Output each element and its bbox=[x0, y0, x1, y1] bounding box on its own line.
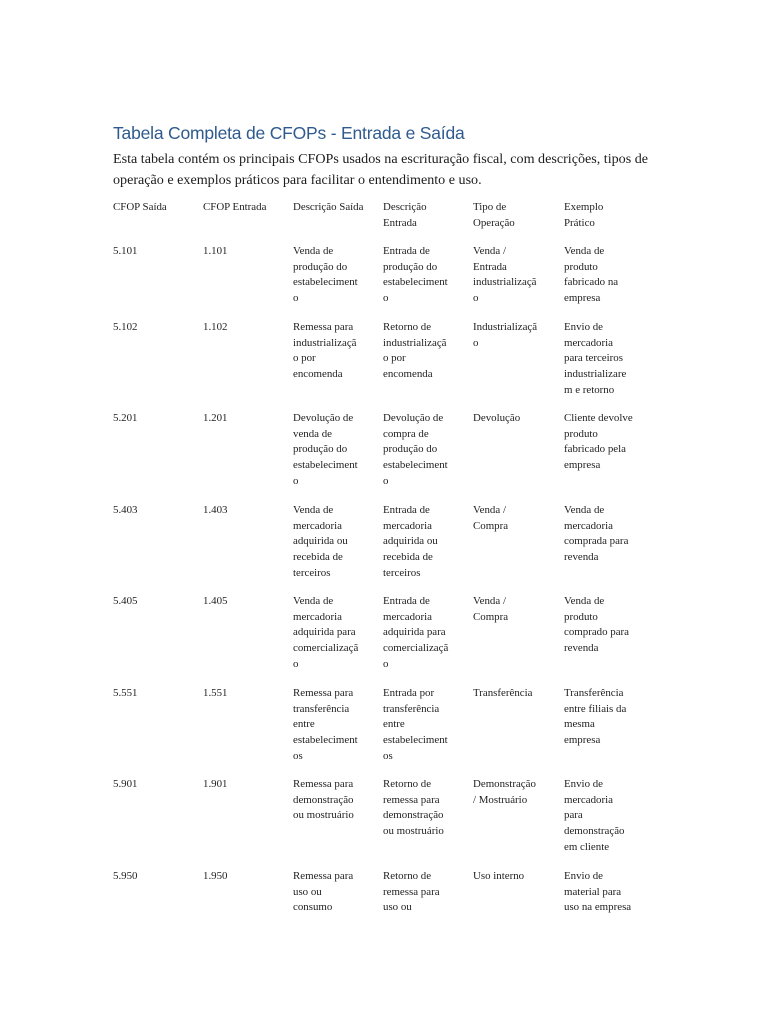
cell-exemplo-pratico: Cliente devolve produto fabricado pela empresa bbox=[564, 412, 633, 472]
document-intro: Esta tabela contém os principais CFOPs usados na escrituração fiscal, com descrições, tipos de operação e exemplos práticos para facilitar o entendimento e uso. bbox=[113, 151, 649, 188]
cell-exemplo-pratico: Venda de produto comprado para revenda bbox=[564, 595, 630, 655]
header-cfop-entrada: CFOP Entrada bbox=[203, 201, 267, 213]
cell-descricao-saida: Remessa para demonstração ou mostruário bbox=[293, 778, 354, 822]
cell-cfop-entrada: 1.102 bbox=[203, 321, 228, 333]
header-exemplo-pratico: Exemplo Prático bbox=[564, 201, 604, 229]
cell-cfop-saida: 5.102 bbox=[113, 321, 138, 333]
cell-cfop-saida: 5.950 bbox=[113, 870, 138, 882]
cell-descricao-entrada: Retorno de remessa para demonstração ou mostruário bbox=[383, 778, 444, 838]
cell-tipo-operacao: Devolução bbox=[473, 412, 521, 424]
cell-cfop-saida: 5.901 bbox=[113, 778, 138, 790]
cell-cfop-entrada: 1.551 bbox=[203, 687, 228, 699]
cell-tipo-operacao: Industrializaçã o bbox=[473, 321, 538, 349]
cell-cfop-saida: 5.403 bbox=[113, 504, 138, 516]
cell-descricao-entrada: Devolução de compra de produção do estabeleciment o bbox=[383, 412, 448, 487]
cell-descricao-entrada: Retorno de remessa para uso ou bbox=[383, 870, 440, 914]
cell-descricao-entrada: Entrada por transferência entre estabeleciment os bbox=[383, 687, 448, 762]
header-cfop-saida: CFOP Saída bbox=[113, 201, 167, 213]
cell-descricao-saida: Remessa para uso ou consumo bbox=[293, 870, 354, 914]
cell-cfop-entrada: 1.901 bbox=[203, 778, 228, 790]
cell-tipo-operacao: Uso interno bbox=[473, 870, 525, 882]
cell-exemplo-pratico: Envio de mercadoria para demonstração em cliente bbox=[564, 778, 625, 853]
cell-tipo-operacao: Venda / Compra bbox=[473, 504, 509, 532]
header-tipo-operacao: Tipo de Operação bbox=[473, 201, 515, 229]
cell-tipo-operacao: Venda / Compra bbox=[473, 595, 509, 623]
cell-exemplo-pratico: Envio de mercadoria para terceiros industrializare m e retorno bbox=[564, 321, 627, 396]
cell-cfop-entrada: 1.405 bbox=[203, 595, 228, 607]
cell-exemplo-pratico: Transferência entre filiais da mesma empresa bbox=[564, 687, 627, 747]
cell-cfop-saida: 5.405 bbox=[113, 595, 138, 607]
cell-cfop-saida: 5.551 bbox=[113, 687, 138, 699]
cell-descricao-entrada: Entrada de mercadoria adquirida ou recebida de terceiros bbox=[383, 504, 438, 579]
cell-descricao-saida: Venda de produção do estabeleciment o bbox=[293, 245, 358, 305]
cell-tipo-operacao: Transferência bbox=[473, 687, 533, 699]
cell-exemplo-pratico: Venda de mercadoria comprada para revenda bbox=[564, 504, 629, 564]
document-title: Tabela Completa de CFOPs - Entrada e Saída bbox=[113, 123, 465, 143]
cell-tipo-operacao: Demonstração / Mostruário bbox=[473, 778, 536, 806]
cell-descricao-entrada: Entrada de mercadoria adquirida para comercializaçã o bbox=[383, 595, 449, 670]
cell-descricao-saida: Venda de mercadoria adquirida para comercializaçã o bbox=[293, 595, 359, 670]
header-descricao-saida: Descrição Saída bbox=[293, 201, 364, 213]
header-descricao-entrada: Descrição Entrada bbox=[383, 201, 427, 229]
cell-exemplo-pratico: Venda de produto fabricado na empresa bbox=[564, 245, 619, 305]
cell-cfop-saida: 5.201 bbox=[113, 412, 138, 424]
cell-cfop-saida: 5.101 bbox=[113, 245, 138, 257]
cell-descricao-saida: Devolução de venda de produção do estabeleciment o bbox=[293, 412, 358, 487]
cell-cfop-entrada: 1.403 bbox=[203, 504, 228, 516]
cell-descricao-saida: Remessa para industrializaçã o por encomenda bbox=[293, 321, 357, 381]
cell-cfop-entrada: 1.950 bbox=[203, 870, 228, 882]
cell-tipo-operacao: Venda / Entrada industrializaçã o bbox=[473, 245, 537, 305]
cell-descricao-entrada: Retorno de industrializaçã o por encomenda bbox=[383, 321, 447, 381]
cell-descricao-saida: Remessa para transferência entre estabeleciment os bbox=[293, 687, 358, 762]
cell-cfop-entrada: 1.101 bbox=[203, 245, 228, 257]
cell-cfop-entrada: 1.201 bbox=[203, 412, 228, 424]
cell-descricao-entrada: Entrada de produção do estabeleciment o bbox=[383, 245, 448, 305]
cell-exemplo-pratico: Envio de material para uso na empresa bbox=[564, 870, 632, 914]
cell-descricao-saida: Venda de mercadoria adquirida ou recebida de terceiros bbox=[293, 504, 348, 579]
